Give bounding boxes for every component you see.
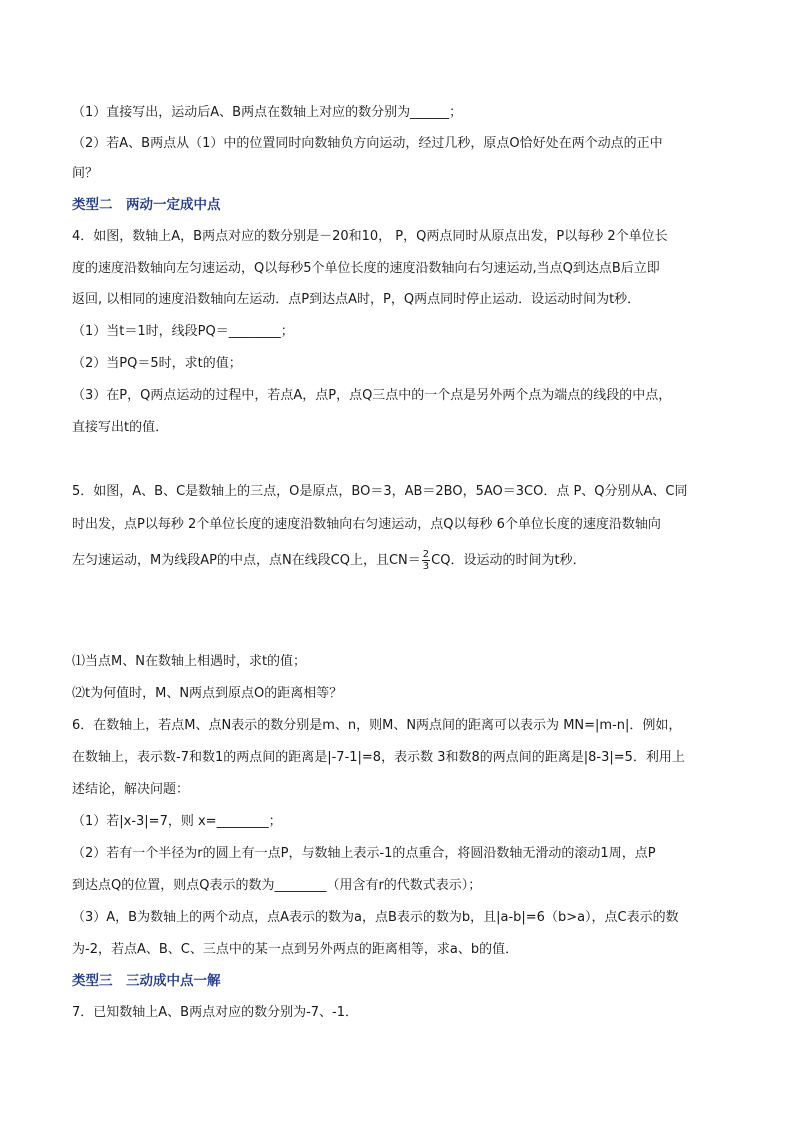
q5-line1: 5．如图，A、B、C是数轴上的三点，O是原点，BO＝3，AB＝2BO，5AO＝3CO．点 P、Q分别从A、C同 (72, 484, 688, 499)
q4-line2: 度的速度沿数轴向左匀速运动，Q以每秒5个单位长度的速度沿数轴向右匀速运动,当点Q到达点B后立即 (72, 261, 660, 276)
q4-part1: （1）当t＝1时，线段PQ＝________； (72, 324, 294, 339)
q6-line1: 6．在数轴上，若点M、点N表示的数分别是m、n，则M、N两点间的距离可以表示为 MN=|m-n|．例如， (72, 718, 682, 733)
q5-line2: 时出发，点P以每秒 2个单位长度的速度沿数轴向右匀速运动，点Q以每秒 6个单位长度的速度沿数轴向 (72, 517, 661, 532)
section-heading-type2: 类型二 两动一定成中点 (72, 197, 221, 213)
q5-line3-text: 左匀速运动，M为线段AP的中点，点N在线段CQ上，且CN＝ (72, 553, 421, 568)
q6-part2-cont: 到达点Q的位置，则点Q表示的数为________（用含有r的代数式表示）； (72, 878, 482, 893)
q6-part2: （2）若有一个半径为r的圆上有一点P，与数轴上表示-1的点重合，将圆沿数轴无滑动的滚动1周，点P (72, 846, 656, 861)
section-heading-type3: 类型三 三动成中点一解 (72, 973, 221, 989)
q5-line3 (72, 548, 586, 574)
q3-part2: （2）若A、B两点从（1）中的位置同时向数轴负方向运动，经过几秒，原点O恰好处在两个动点的正中 (72, 136, 663, 151)
q4-part3-cont: 直接写出t的值． (72, 420, 169, 435)
q4-line1: 4．如图，数轴上A，B两点对应的数分别是－20和10， P，Q两点同时从原点出发，P以每秒 2个单位长 (72, 229, 668, 244)
q6-line3: 述结论，解决问题： (72, 782, 190, 797)
q6-part3: （3）A，B为数轴上的两个动点，点A表示的数为a，点B表示的数为b，且|a-b|=6（b>a），点C表示的数 (72, 910, 679, 925)
q4-line3: 返回, 以相同的速度沿数轴向左运动．点P到达点A时，P，Q两点同时停止运动．设运动时间为t秒． (72, 292, 641, 307)
q3-part2-cont: 间？ (72, 166, 99, 181)
fraction-denominator: 3 (422, 561, 430, 572)
q6-part1: （1）若|x-3|=7，则 x=________； (72, 814, 282, 829)
q4-part3: （3）在P，Q两点运动的过程中，若点A，点P，点Q三点中的一个点是另外两个点为端点的线段的中点， (72, 388, 672, 403)
q6-part3-cont: 为-2，若点A、B、C、三点中的某一点到另外两点的距离相等，求a、b的值． (72, 942, 519, 957)
q3-part1: （1）直接写出，运动后A、B两点在数轴上对应的数分别为______； (72, 105, 463, 120)
q5-part1: ⑴当点M、N在数轴上相遇时，求t的值； (72, 654, 307, 669)
q7-line1: 7．已知数轴上A、B两点对应的数分别为-7、-1． (72, 1005, 359, 1020)
q6-line2: 在数轴上，表示数-7和数1的两点间的距离是|-7-1|=8，表示数 3和数8的两点间的距离是|8-3|=5．利用上 (72, 750, 685, 765)
q5-line3-text-end: CQ．设运动的时间为t秒． (431, 553, 586, 568)
q4-part2: （2）当PQ＝5时，求t的值； (72, 356, 242, 371)
fraction-numerator: 2 (422, 549, 430, 560)
q5-part2: ⑵t为何值时，M、N两点到原点O的距离相等？ (72, 686, 343, 701)
fraction-two-thirds (422, 549, 430, 572)
